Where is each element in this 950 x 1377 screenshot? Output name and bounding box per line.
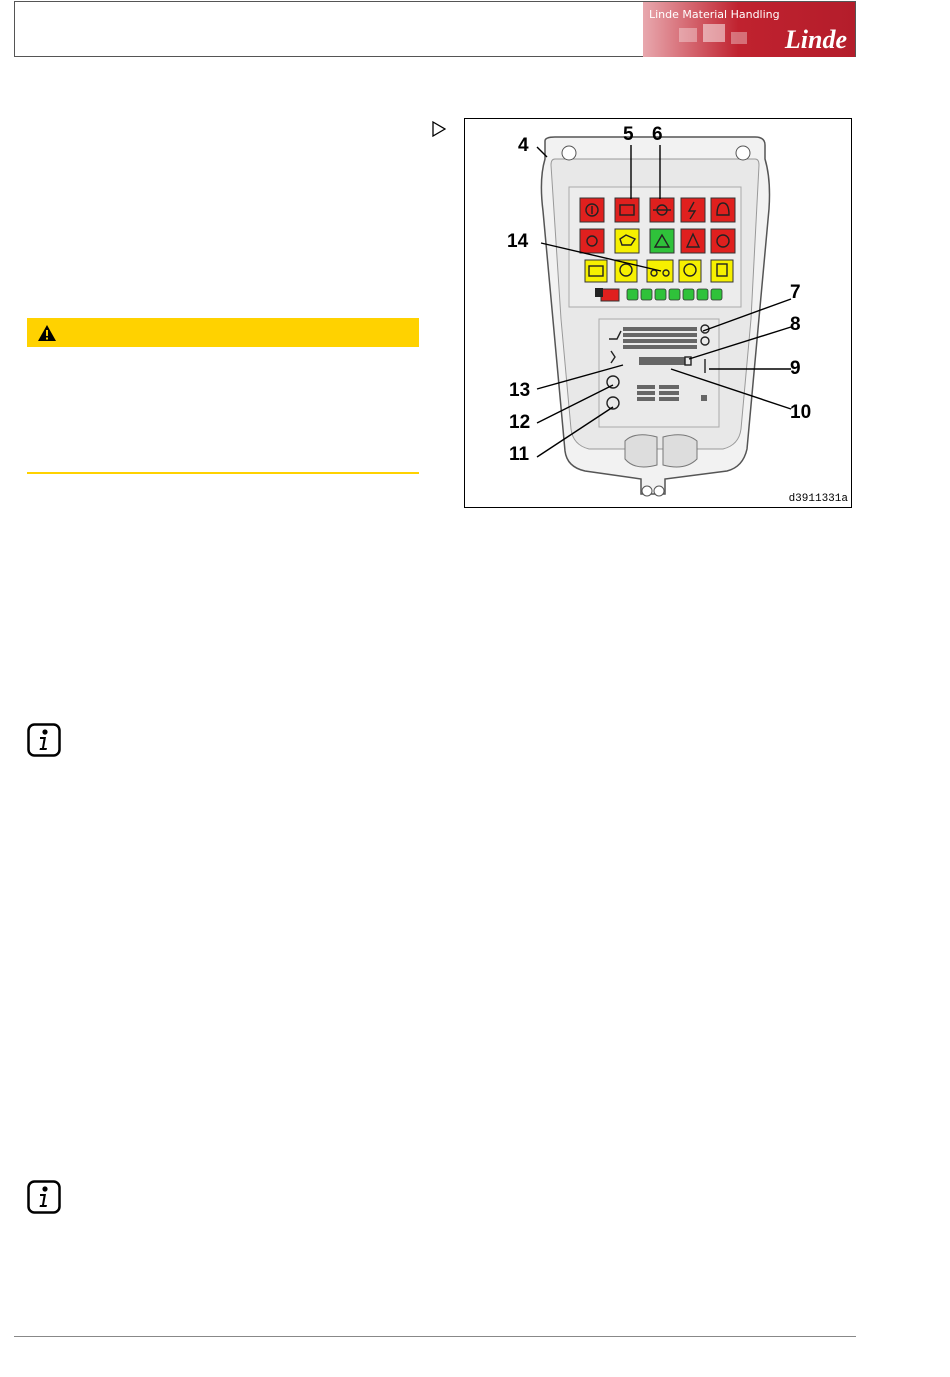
brand-banner: [643, 2, 855, 57]
linde-logo: Linde: [784, 25, 847, 54]
footer-rule: [14, 1336, 856, 1337]
callout-5: 5: [623, 124, 634, 145]
callout-7: 7: [790, 282, 801, 303]
info-icon: [27, 1180, 61, 1214]
warning-header-bar: [27, 318, 419, 347]
mount-hole: [654, 486, 664, 496]
callout-4: 4: [518, 135, 529, 156]
bar-lamp-red: [601, 289, 619, 301]
mount-hole: [562, 146, 576, 160]
display-unit-figure: [464, 118, 852, 508]
warning-triangle-icon: [37, 324, 57, 347]
callout-8: 8: [790, 314, 801, 335]
lamp-row-2: [580, 229, 735, 253]
mount-hole: [736, 146, 750, 160]
callout-12: 12: [509, 412, 531, 433]
callout-6: 6: [652, 124, 663, 145]
callout-10: 10: [790, 402, 812, 423]
warning-box: [27, 318, 419, 476]
figure-code: d3911331a: [788, 493, 848, 505]
page-header: [14, 1, 856, 57]
warning-bottom-rule: [27, 472, 419, 474]
bar-lamp-green-row: [627, 289, 722, 300]
brand-title: Linde Material Handling: [649, 8, 780, 21]
callout-14: 14: [507, 231, 529, 252]
callout-9: 9: [790, 358, 801, 379]
triangle-right-icon: [432, 121, 446, 142]
right-button: [663, 435, 697, 467]
callout-13: 13: [509, 380, 531, 401]
callout-11: 11: [509, 444, 530, 465]
info-icon: [27, 723, 61, 757]
left-button: [625, 435, 657, 467]
mount-hole: [642, 486, 652, 496]
